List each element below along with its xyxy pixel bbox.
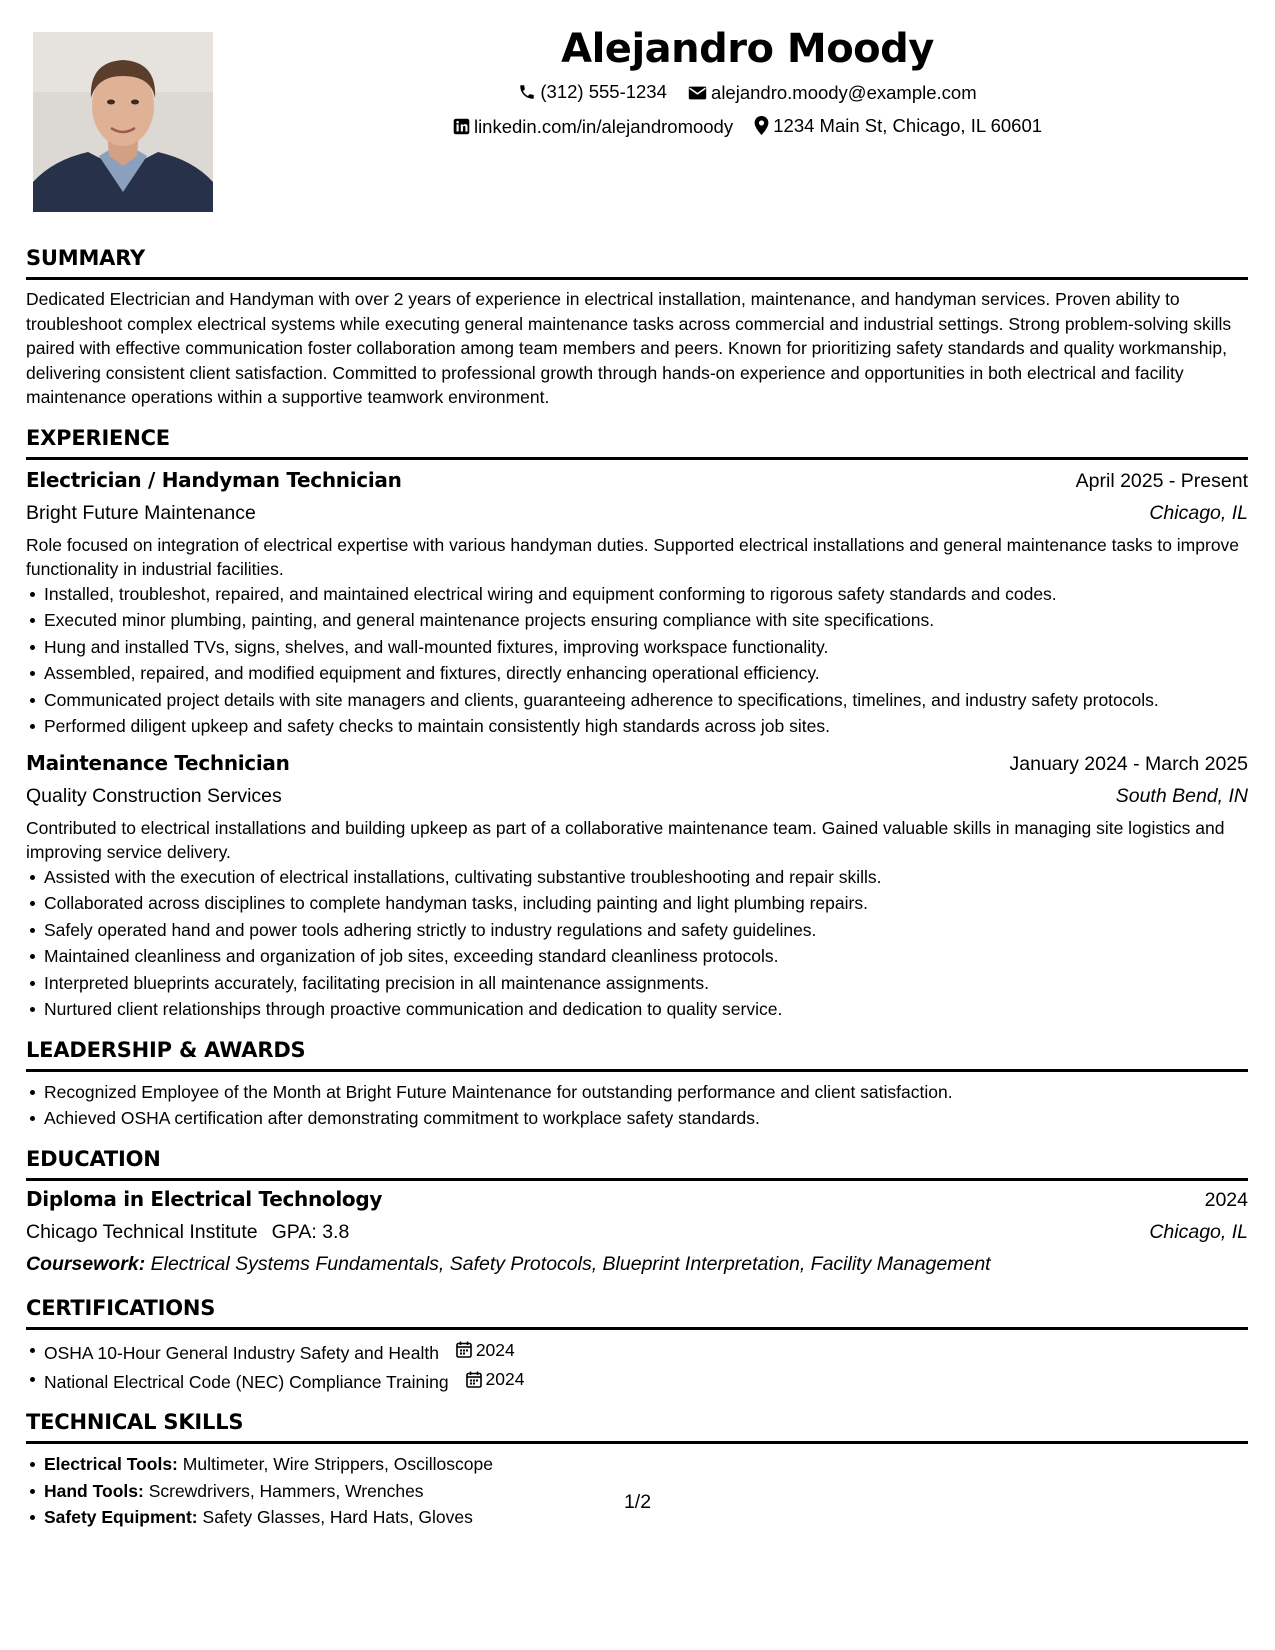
coursework-label: Coursework: — [26, 1252, 146, 1275]
certification-date — [456, 1338, 515, 1363]
list-item: Assisted with the execution of electrical installations, cultivating substantive troubleshooting and repair skills. — [44, 865, 1248, 890]
leadership-section — [26, 1036, 1248, 1131]
resume-body — [26, 244, 1248, 1544]
job-entry — [26, 747, 1248, 1022]
contact-line-2 — [220, 110, 1275, 144]
list-item: Collaborated across disciplines to complete handyman tasks, including painting and light plumbing repairs. — [44, 891, 1248, 916]
calendar-icon — [456, 1341, 472, 1358]
email-contact[interactable] — [688, 77, 977, 108]
graduation-year: 2024 — [1204, 1188, 1248, 1211]
certifications-section — [26, 1294, 1248, 1395]
page-number: 1/2 — [623, 1491, 652, 1513]
summary-text: Dedicated Electrician and Handyman with over 2 years of experience in electrical installation, maintenance, and handyman services. Proven ability to troubleshoot complex electrical systems while executing general maintenance tasks across commercial and industrial settings. Strong problem-solving skills paired with effective communication foster collaboration among team members and peers. Known for prioritizing safety standards and quality workmanship, delivering consistent client satisfaction. Committed to professional growth through hands-on experience and opportunities in both electrical and facility maintenance operations within a supportive teamwork environment. — [26, 289, 1232, 407]
list-item — [44, 1338, 1248, 1365]
list-item: Achieved OSHA certification after demonstrating commitment to workplace safety standards. — [44, 1106, 1248, 1131]
list-item: Assembled, repaired, and modified equipment and fixtures, directly enhancing operational efficiency. — [44, 661, 1248, 686]
section-heading: EXPERIENCE — [26, 424, 1248, 460]
section-heading: EDUCATION — [26, 1145, 1248, 1181]
skill-category: Hand Tools: — [44, 1480, 144, 1501]
school-line — [26, 1216, 363, 1248]
certification-year: 2024 — [475, 1339, 515, 1360]
job-description: Role focused on integration of electrical expertise with various handyman duties. Supported electrical installations and general maintenance tasks to improve functionality in industrial facilities. — [26, 534, 1240, 579]
coursework-list: Electrical Systems Fundamentals, Safety Protocols, Blueprint Interpretation, Facility Management — [150, 1252, 991, 1275]
school-name: Chicago Technical Institute — [26, 1220, 258, 1243]
certification-name: OSHA 10-Hour General Industry Safety and Health — [44, 1342, 439, 1363]
map-pin-icon — [754, 116, 769, 135]
certifications-list — [26, 1338, 1248, 1395]
list-item: Communicated project details with site managers and clients, guaranteeing adherence to specifications, timelines, and industry safety protocols. — [44, 688, 1248, 713]
skill-values: Screwdrivers, Hammers, Wrenches — [148, 1480, 424, 1501]
linkedin-contact[interactable] — [453, 111, 733, 142]
address-contact — [754, 110, 1042, 141]
section-heading: CERTIFICATIONS — [26, 1294, 1248, 1330]
list-item: Safely operated hand and power tools adhering strictly to industry regulations and safety guidelines. — [44, 918, 1248, 943]
gpa: GPA: 3.8 — [271, 1220, 350, 1243]
section-heading: LEADERSHIP & AWARDS — [26, 1036, 1248, 1072]
candidate-name: Alejandro Moody — [561, 26, 934, 72]
list-item: Installed, troubleshot, repaired, and maintained electrical wiring and equipment conforming to rigorous safety standards and codes. — [44, 582, 1248, 607]
job-bullets — [26, 865, 1248, 1022]
company-name: Quality Construction Services — [26, 784, 282, 807]
linkedin-icon — [453, 118, 470, 135]
job-bullets — [26, 582, 1248, 739]
skill-values: Safety Glasses, Hard Hats, Gloves — [202, 1507, 473, 1527]
phone-number: (312) 555-1234 — [540, 81, 667, 102]
school-location: Chicago, IL — [1149, 1220, 1248, 1243]
list-item: Maintained cleanliness and organization of job sites, exceeding standard cleanliness protocols. — [44, 944, 1248, 969]
certification-name: National Electrical Code (NEC) Compliance Training — [44, 1371, 449, 1392]
job-dates: April 2025 - Present — [1075, 469, 1248, 492]
phone-contact — [518, 76, 667, 107]
degree-name: Diploma in Electrical Technology — [26, 1186, 383, 1211]
awards-list — [26, 1080, 1248, 1131]
certification-year: 2024 — [485, 1368, 525, 1389]
linkedin-url[interactable]: linkedin.com/in/alejandromoody — [473, 115, 734, 137]
phone-icon — [518, 83, 536, 101]
section-heading: TECHNICAL SKILLS — [26, 1408, 1248, 1444]
list-item — [44, 1452, 1248, 1477]
education-section — [26, 1145, 1248, 1280]
skill-category: Electrical Tools: — [44, 1454, 178, 1474]
section-heading: SUMMARY — [26, 244, 1248, 280]
job-location: Chicago, IL — [1149, 501, 1248, 524]
job-description: Contributed to electrical installations and building upkeep as part of a collaborative maintenance team. Gained valuable skills in managing site logistics and improving service delivery. — [26, 817, 1225, 862]
company-name: Bright Future Maintenance — [26, 501, 256, 524]
calendar-icon — [466, 1371, 482, 1388]
contact-line-1 — [220, 76, 1275, 110]
job-title: Maintenance Technician — [26, 750, 290, 775]
envelope-icon — [688, 85, 707, 101]
list-item: Interpreted blueprints accurately, facilitating precision in all maintenance assignments. — [44, 971, 1248, 996]
job-title: Electrician / Handyman Technician — [26, 467, 402, 492]
job-entry — [26, 464, 1248, 739]
certification-date — [466, 1367, 525, 1392]
email-address[interactable]: alejandro.moody@example.com — [711, 82, 977, 103]
list-item: Hung and installed TVs, signs, shelves, and wall-mounted fixtures, improving workspace functionality. — [44, 635, 1248, 660]
job-location: South Bend, IN — [1115, 784, 1248, 807]
summary-section — [26, 244, 1248, 410]
list-item: Nurtured client relationships through proactive communication and dedication to quality service. — [44, 997, 1248, 1022]
list-item: Executed minor plumbing, painting, and general maintenance projects ensuring compliance with site specifications. — [44, 608, 1248, 633]
list-item — [44, 1367, 1248, 1394]
job-dates: January 2024 - March 2025 — [1009, 752, 1248, 775]
coursework — [26, 1248, 1248, 1280]
experience-section — [26, 424, 1248, 1022]
profile-photo — [33, 32, 213, 212]
resume-header — [220, 22, 1275, 144]
list-item: Performed diligent upkeep and safety checks to maintain consistently high standards across job sites. — [44, 714, 1248, 739]
skill-category: Safety Equipment: — [44, 1507, 198, 1527]
list-item: Recognized Employee of the Month at Bright Future Maintenance for outstanding performance and client satisfaction. — [44, 1080, 1248, 1105]
skill-values: Multimeter, Wire Strippers, Oscilloscope — [182, 1454, 493, 1474]
street-address: 1234 Main St, Chicago, IL 60601 — [773, 114, 1043, 136]
